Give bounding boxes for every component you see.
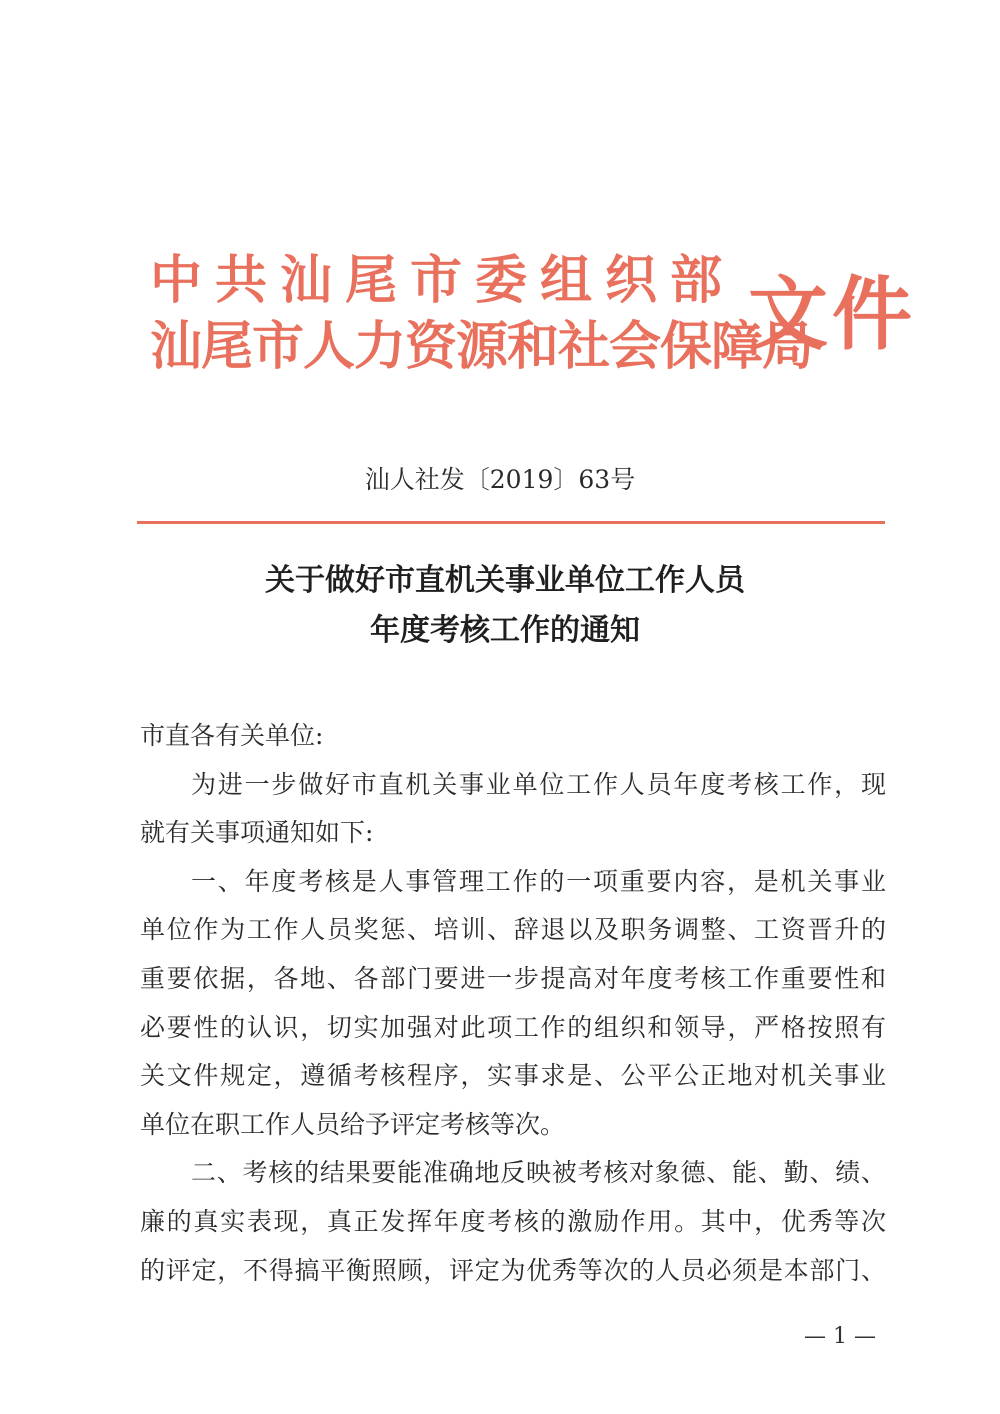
issuer-line-human-resources-bureau: 汕尾市人力资源和社会保障局	[150, 317, 814, 377]
document-number: 汕人社发〔2019〕63号	[364, 465, 636, 494]
body-line: 二、考核的结果要能准确地反映被考核对象德、能、勤、绩、	[191, 1158, 886, 1188]
document-title	[100, 556, 910, 656]
document-header	[150, 248, 916, 398]
body-line: 重要依据，各地、各部门要进一步提高对年度考核工作重要性和	[140, 963, 886, 993]
issuer-line-party-organization-department: 中共汕尾市委组织部	[150, 251, 736, 311]
body-line: 单位作为工作人员奖惩、培训、辞退以及职务调整、工资晋升的	[140, 915, 886, 945]
title-line-1: 关于做好市直机关事业单位工作人员	[265, 563, 745, 598]
issuing-authorities	[150, 248, 814, 380]
body-line: 廉的真实表现，真正发挥年度考核的激励作用。其中，优秀等次	[140, 1206, 886, 1236]
document-word: 文件	[748, 268, 916, 361]
title-line-2: 年度考核工作的通知	[370, 613, 640, 648]
body-line: 关文件规定，遵循考核程序，实事求是、公平公正地对机关事业	[140, 1061, 886, 1091]
body-line: 为进一步做好市直机关事业单位工作人员年度考核工作，现	[191, 769, 886, 799]
document-body	[140, 712, 886, 1295]
body-line: 就有关事项通知如下:	[140, 818, 374, 848]
page-number: — 1 —	[804, 1324, 876, 1349]
red-divider-line	[137, 521, 885, 524]
body-line: 必要性的认识，切实加强对此项工作的组织和领导，严格按照有	[140, 1012, 886, 1042]
body-line: 的评定，不得搞平衡照顾，评定为优秀等次的人员必须是本部门、	[140, 1255, 886, 1285]
body-line: 一、年度考核是人事管理工作的一项重要内容，是机关事业	[191, 866, 886, 896]
body-line: 单位在职工作人员给予评定考核等次。	[140, 1109, 566, 1139]
addressee: 市直各有关单位:	[140, 721, 324, 750]
